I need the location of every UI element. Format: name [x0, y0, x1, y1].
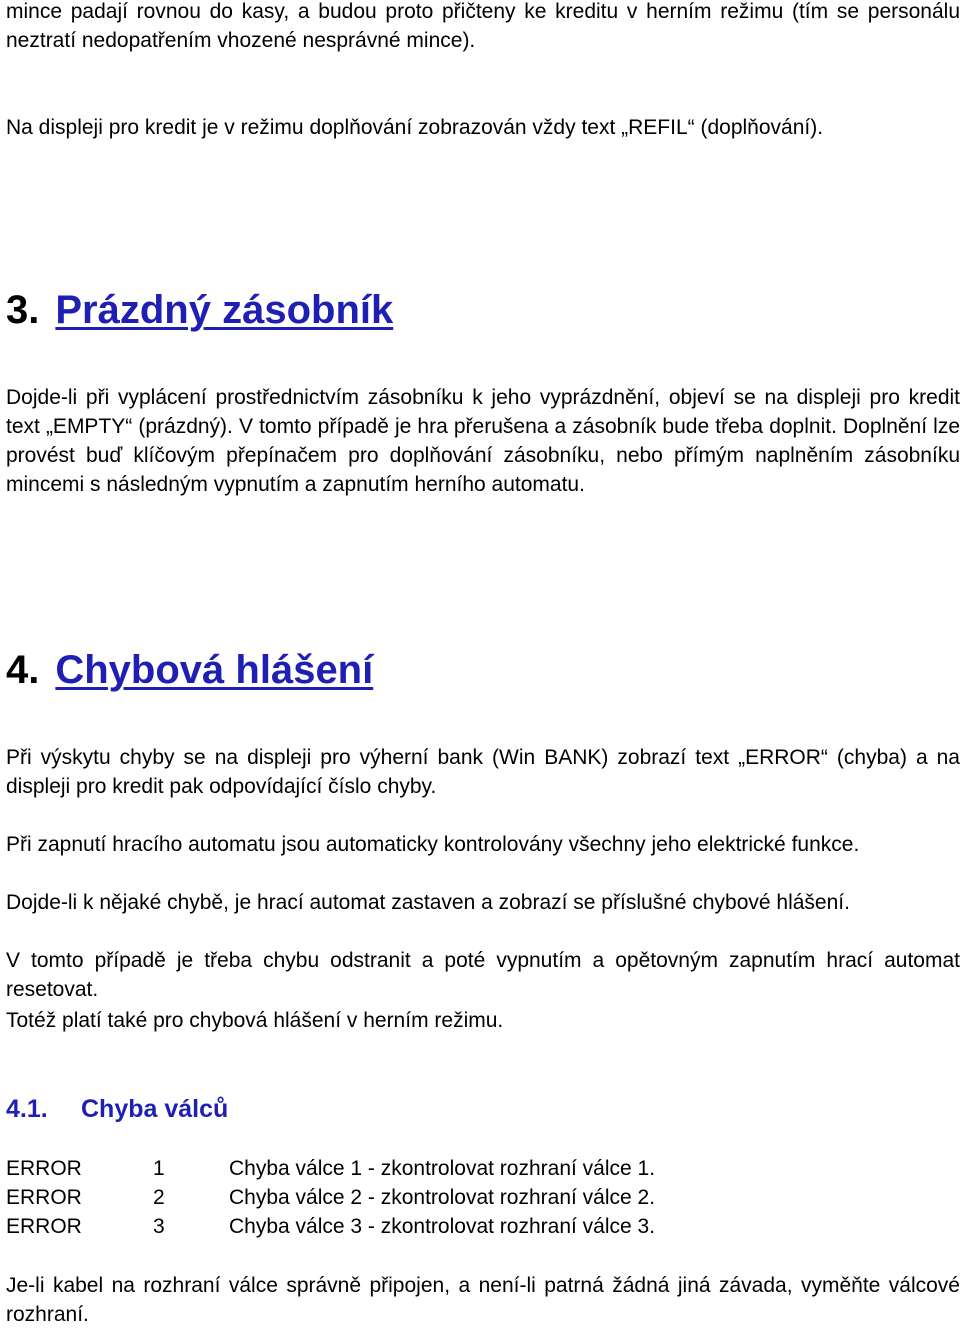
section-3-number: 3.: [6, 288, 40, 332]
error-number: 1: [153, 1157, 165, 1180]
error-code: ERROR: [6, 1157, 82, 1180]
empty-hopper-paragraph: Dojde-li při vyplácení prostřednictvím zásobníku k jeho vyprázdnění, objeví se na displeji pro kredit text „EMPTY“ (prázdný). V tomto případě je hra přerušena a zásobník bude třeba doplnit. Doplnění lze provést buď klíčovým přepínačem pro doplňování zásobníku, nebo přímým naplněním zásobníku mincemi s následným vypnutím a zapnutím herního automatu.: [6, 386, 960, 496]
error-row: [6, 1212, 655, 1241]
section-3-title: Prázdný zásobník: [55, 288, 394, 332]
error-number: 3: [153, 1215, 165, 1238]
reset-paragraph: V tomto případě je třeba chybu odstranit a poté vypnutím a opětovným zapnutím hrací automat resetovat.: [6, 949, 960, 1001]
error-description: Chyba válce 2 - zkontrolovat rozhraní válce 2.: [229, 1186, 656, 1209]
section-4-title: Chybová hlášení: [55, 648, 374, 692]
refil-paragraph: Na displeji pro kredit je v režimu doplňování zobrazován vždy text „REFIL“ (doplňování).: [6, 116, 824, 139]
error-number: 2: [153, 1186, 165, 1209]
section-4-1-title: Chyba válců: [81, 1095, 229, 1123]
error-row: [6, 1183, 655, 1212]
section-4-1-number: 4.1.: [6, 1095, 48, 1123]
self-test-paragraph: Při zapnutí hracího automatu jsou automaticky kontrolovány všechny jeho elektrické funkce.: [6, 833, 860, 856]
game-mode-paragraph: Totéž platí také pro chybová hlášení v herním režimu.: [6, 1009, 504, 1032]
error-code: ERROR: [6, 1215, 82, 1238]
error-display-paragraph: Při výskytu chyby se na displeji pro výherní bank (Win BANK) zobrazí text „ERROR“ (chyba) a na displeji pro kredit pak odpovídající číslo chyby.: [6, 746, 960, 798]
machine-stop-paragraph: Dojde-li k nějaké chybě, je hrací automat zastaven a zobrazí se příslušné chybové hlášení.: [6, 891, 850, 914]
section-4-number: 4.: [6, 648, 40, 692]
error-row: [6, 1154, 655, 1183]
section-3-heading: [6, 287, 393, 333]
section-4-heading: [6, 647, 373, 693]
error-code: ERROR: [6, 1186, 82, 1209]
error-description: Chyba válce 3 - zkontrolovat rozhraní válce 3.: [229, 1215, 656, 1238]
section-4-1-heading: [6, 1094, 228, 1124]
cable-check-paragraph: Je-li kabel na rozhraní válce správně připojen, a není-li patrná žádná jiná závada, vyměňte válcové rozhraní.: [6, 1274, 960, 1326]
error-description: Chyba válce 1 - zkontrolovat rozhraní válce 1.: [229, 1157, 656, 1180]
intro-paragraph: mince padají rovnou do kasy, a budou proto přičteny ke kreditu v herním režimu (tím se personálu neztratí nedopatřením vhozené nesprávné mince).: [6, 0, 960, 52]
